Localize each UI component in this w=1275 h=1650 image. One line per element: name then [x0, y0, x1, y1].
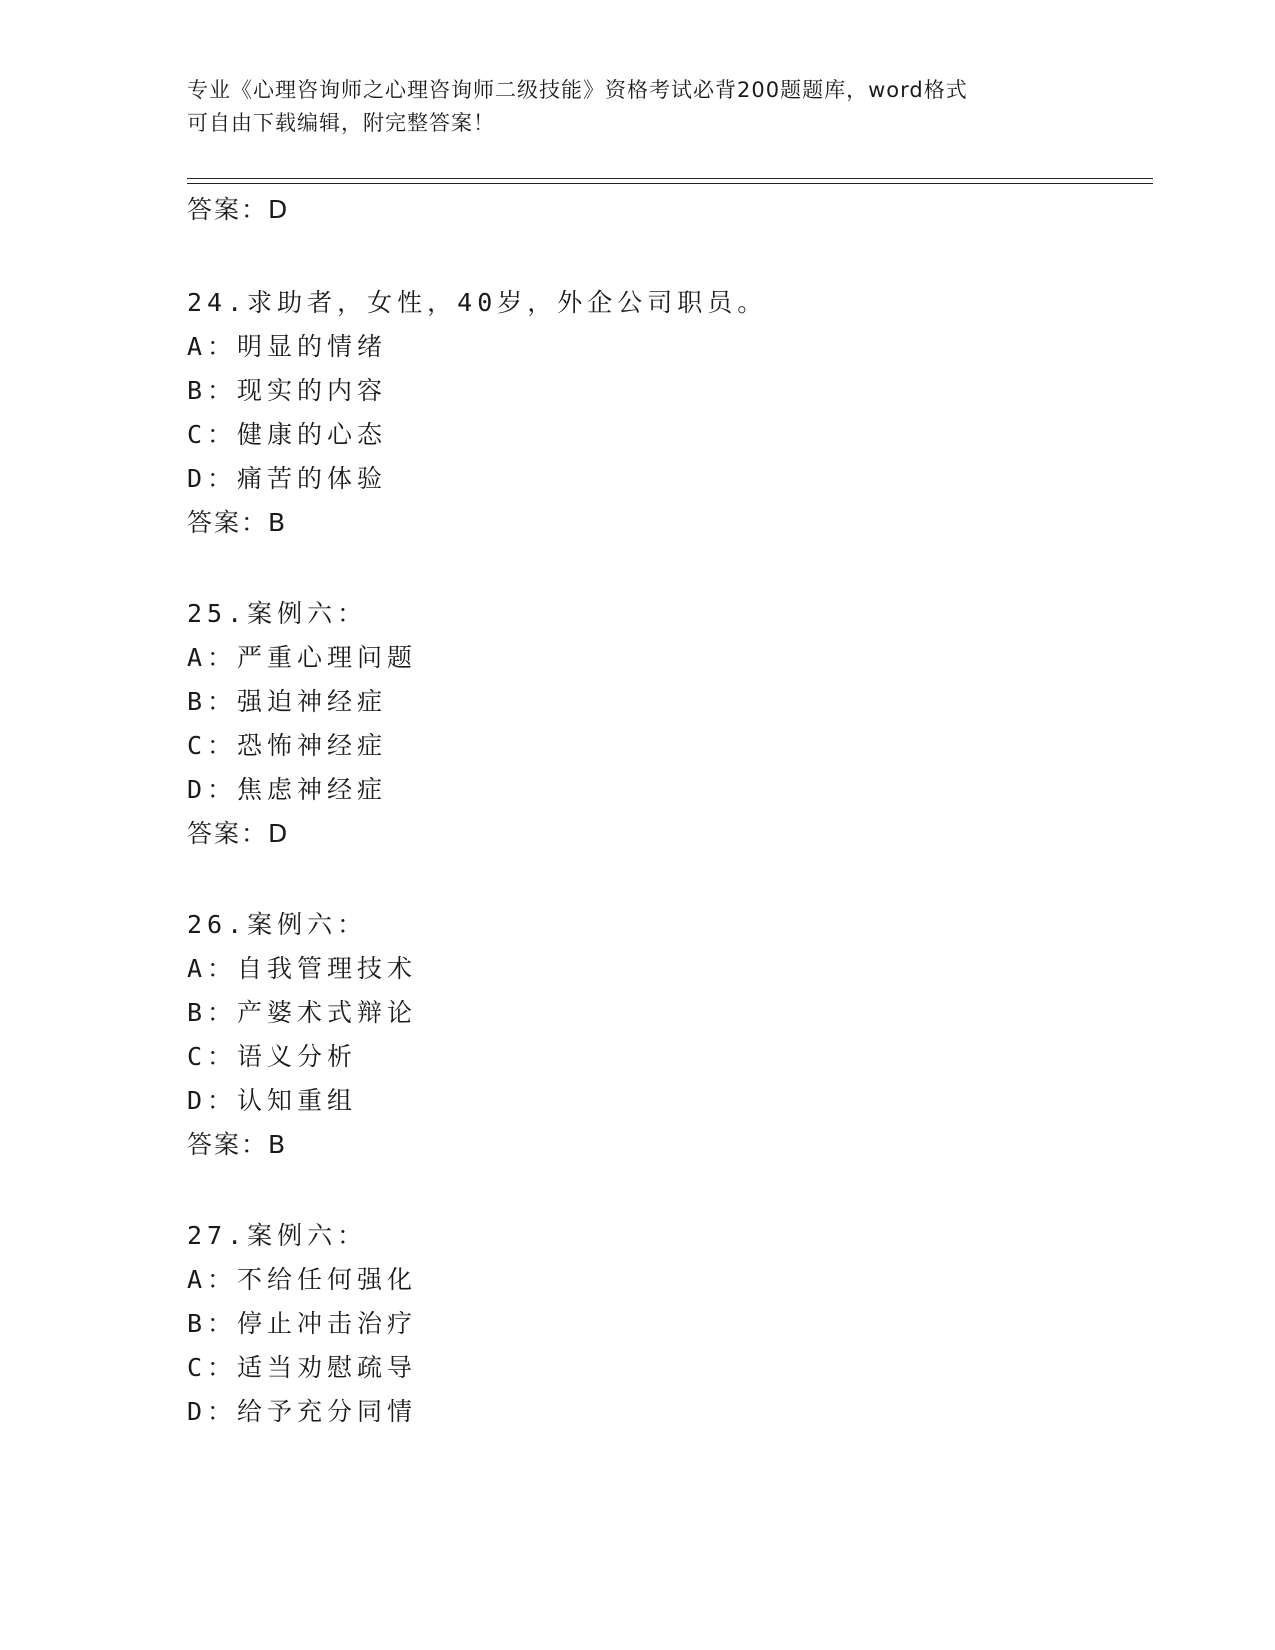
question-25-option-d: D：焦虑神经症	[187, 775, 388, 804]
question-26-option-d: D：认知重组	[187, 1086, 358, 1115]
question-25-option-a: A：严重心理问题	[187, 643, 418, 672]
question-27-option-b: B：停止冲击治疗	[187, 1309, 418, 1338]
question-25-stem: 25.案例六：	[187, 599, 368, 628]
header-rule-bottom	[187, 183, 1153, 184]
question-25-option-c: C：恐怖神经症	[187, 731, 388, 760]
header-rule-top	[187, 178, 1153, 179]
question-25-answer: 答案：D	[187, 819, 290, 848]
header-line-1: 专业《心理咨询师之心理咨询师二级技能》资格考试必背200题题库，word格式	[187, 78, 968, 102]
answer-prev: 答案：D	[187, 195, 290, 224]
question-26-option-c: C：语义分析	[187, 1042, 358, 1071]
question-26-option-b: B：产婆术式辩论	[187, 998, 418, 1027]
question-27-option-a: A：不给任何强化	[187, 1265, 418, 1294]
document-header	[187, 74, 1087, 140]
question-27-option-d: D：给予充分同情	[187, 1397, 418, 1426]
question-27-stem: 27.案例六：	[187, 1221, 368, 1250]
question-27-option-c: C：适当劝慰疏导	[187, 1353, 418, 1382]
question-24-answer: 答案：B	[187, 508, 288, 537]
question-24-option-c: C：健康的心态	[187, 420, 388, 449]
question-26-option-a: A：自我管理技术	[187, 954, 418, 983]
question-25-option-b: B：强迫神经症	[187, 687, 388, 716]
question-24-option-b: B：现实的内容	[187, 376, 388, 405]
question-26-stem: 26.案例六：	[187, 910, 368, 939]
question-24-option-d: D：痛苦的体验	[187, 464, 388, 493]
question-24-stem: 24.求助者，女性，40岁，外企公司职员。	[187, 288, 768, 317]
question-24-option-a: A：明显的情绪	[187, 332, 388, 361]
header-line-2: 可自由下载编辑，附完整答案！	[187, 111, 495, 135]
question-26-answer: 答案：B	[187, 1130, 288, 1159]
